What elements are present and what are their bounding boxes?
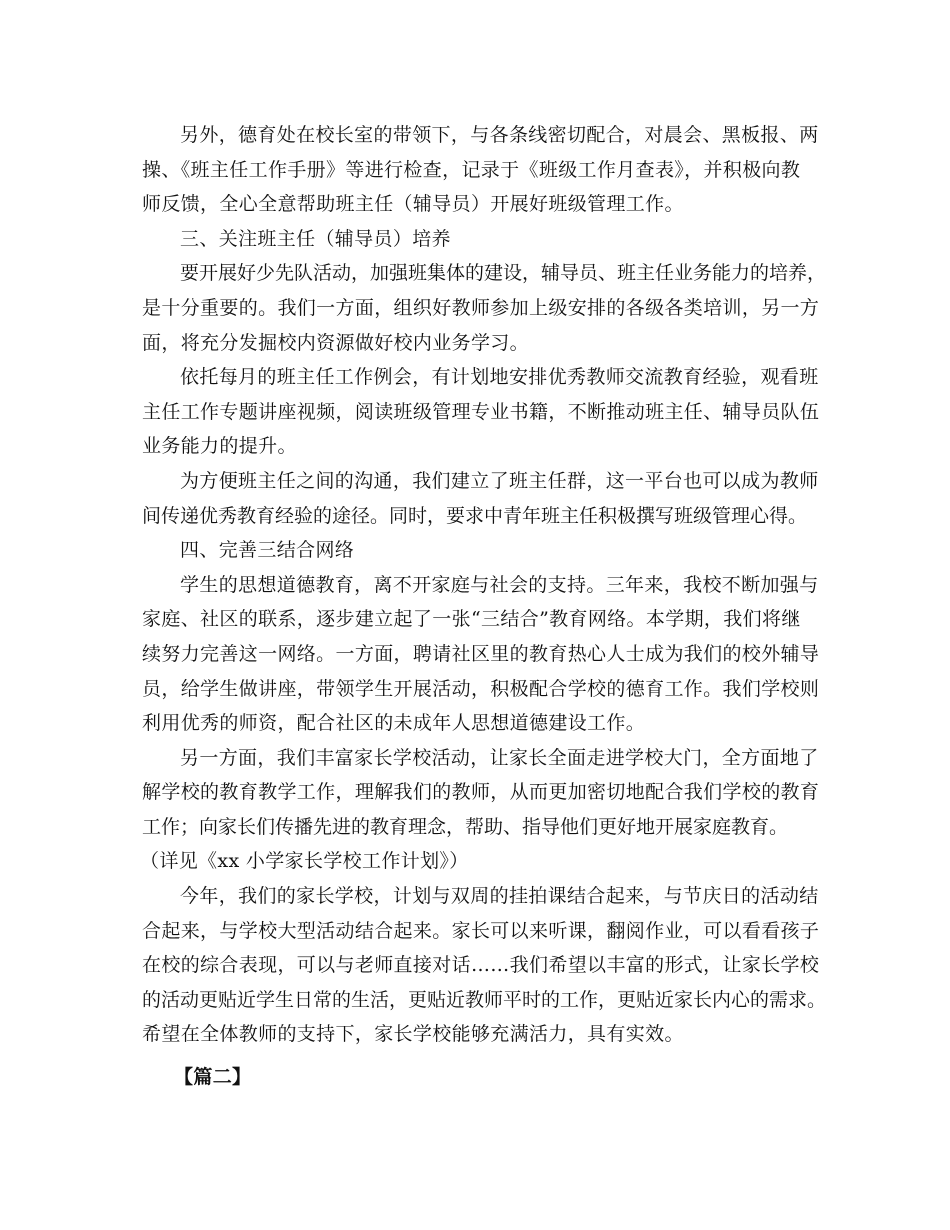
paragraph-2 [142,256,827,360]
paragraph-5 [142,568,820,741]
text-line: （详见《xx 小学家长学校工作计划》） [140,850,469,873]
text-line: 是十分重要的。我们一方面，组织好教师参加上级安排的各级各类培训，另一方 [142,296,820,319]
text-line: 利用优秀的师资，配合社区的未成年人思想道德建设工作。 [142,712,646,735]
text-line: 依托每月的班主任工作例会，有计划地安排优秀教师交流教育经验，观看班 [180,366,819,389]
text-line: 在校的综合表现，可以与老师直接对话……我们希望以丰富的形式，让家长学校 [142,954,820,977]
text-line: 续努力完善这一网络。一方面，聘请社区里的教育热心人士成为我们的校外辅导 [142,642,820,665]
text-line: 另外，德育处在校长室的带领下，与各条线密切配合，对晨会、黑板报、两 [180,124,819,146]
text-line: 希望在全体教师的支持下，家长学校能够充满活力，具有实效。 [142,1023,684,1046]
text-line: 要开展好少先队活动，加强班集体的建设，辅导员、班主任业务能力的培养， [180,262,827,285]
text-line: 面，将充分发掘校内资源做好校内业务学习。 [142,331,530,354]
text-line: 主任工作专题讲座视频，阅读班级管理专业书籍，不断推动班主任、辅导员队伍 [142,400,820,423]
text-line: 业务能力的提升。 [142,435,297,458]
text-line: 家庭、社区的联系，逐步建立起了一张“三结合”教育网络。本学期，我们将继 [142,608,801,631]
text-line: 员，给学生做讲座，带领学生开展活动，积极配合学校的德育工作。我们学校则 [142,677,820,700]
section-marker: 【篇二】 [174,1066,252,1089]
section-heading-3: 三、关注班主任（辅导员）培养 [180,227,451,250]
text-line: 解学校的教育教学工作，理解我们的教师，从而更加密切地配合我们学校的教育 [142,781,820,804]
text-line: 的活动更贴近学生日常的生活，更贴近教师平时的工作，更贴近家长内心的需求。 [142,988,827,1011]
paragraph-7 [142,879,827,1052]
paragraph-6 [140,741,820,879]
text-line: 合起来，与学校大型活动结合起来。家长可以来听课，翻阅作业，可以看看孩子 [142,919,820,942]
section-heading-4: 四、完善三结合网络 [180,539,355,562]
text-line: 今年，我们的家长学校，计划与双周的挂拍课结合起来，与节庆日的活动结 [180,885,819,908]
text-line: 师反馈，全心全意帮助班主任（辅导员）开展好班级管理工作。 [142,193,684,216]
paragraph-1 [142,118,819,222]
text-line: 工作；向家长们传播先进的教育理念，帮助、指导他们更好地开展家庭教育。 [142,815,789,838]
document-body [140,118,827,1095]
text-line: 学生的思想道德教育，离不开家庭与社会的支持。三年来，我校不断加强与 [180,573,819,596]
text-line: 为方便班主任之间的沟通，我们建立了班主任群，这一平台也可以成为教师 [180,469,819,492]
text-line: 操、《班主任工作手册》等进行检查，记录于《班级工作月查表》，并积极向教 [142,158,801,181]
paragraph-3 [142,360,820,464]
text-line: 另一方面，我们丰富家长学校活动，让家长全面走进学校大门，全方面地了 [180,746,819,769]
paragraph-4 [142,464,819,533]
text-line: 间传递优秀教育经验的途径。同时，要求中青年班主任积极撰写班级管理心得。 [142,504,808,527]
